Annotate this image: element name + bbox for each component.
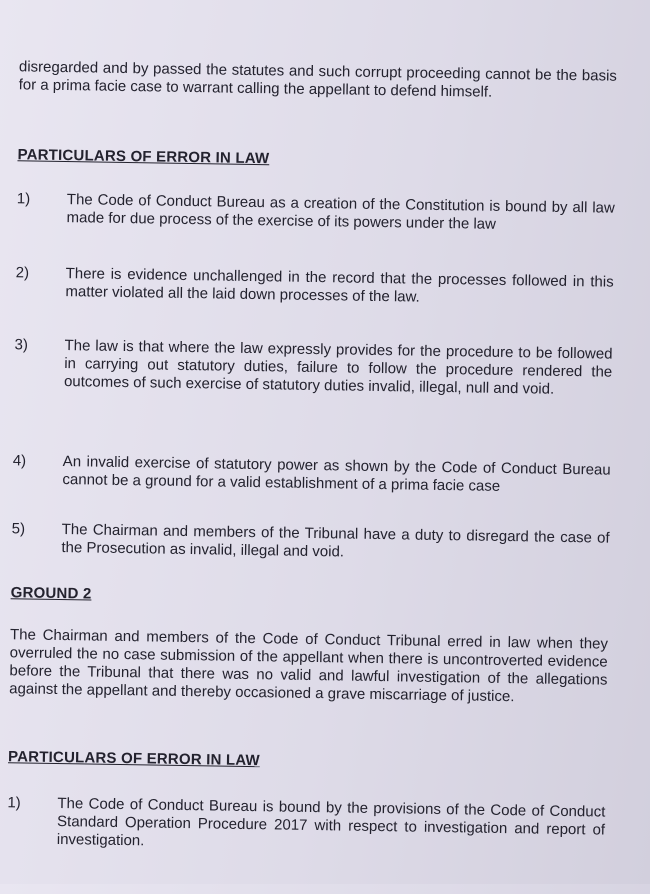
section-heading-particulars-2: PARTICULARS OF ERROR IN LAW bbox=[7, 748, 260, 770]
list-item-text: The Chairman and members of the Tribunal have a duty to disregard the case of the Prosecution as invalid, illegal and void. bbox=[61, 521, 610, 561]
list-item-number: 2) bbox=[15, 264, 30, 282]
section-heading-ground-2: GROUND 2 bbox=[10, 584, 92, 603]
section-heading-particulars-1: PARTICULARS OF ERROR IN LAW bbox=[17, 146, 270, 168]
list-item-text: An invalid exercise of statutory power as shown by the Code of Conduct Bureau cannot be a ground for a valid establishment of a prima facie case bbox=[62, 453, 611, 495]
list-item-number: 5) bbox=[11, 520, 26, 538]
list-item bbox=[11, 520, 609, 565]
list-item-number: 4) bbox=[12, 452, 27, 470]
list-item-number: 1) bbox=[16, 190, 31, 208]
list-item bbox=[16, 190, 614, 235]
list-item-text: The law is that where the law expressly provides for the procedure to be followed in carrying out statutory duties, failure to follow the procedure rendered the outcomes of such exercise of statutory duties invalid, illegal, null and void. bbox=[63, 337, 613, 398]
list-item-text: There is evidence unchallenged in the record that the processes followed in this matter violated all the laid down processes of the law. bbox=[65, 265, 614, 306]
list-item bbox=[15, 264, 613, 309]
ground-2-paragraph: The Chairman and members of the Code of Conduct Tribunal erred in law when they overruled the no case submission of the appellant when there is uncontroverted evidence before the Tribunal that there was no valid and lawful investigation of the allegations against the appellant and thereby occasioned a grave miscarriage of justice. bbox=[9, 626, 609, 706]
list-item-number: 3) bbox=[14, 336, 29, 354]
intro-paragraph: disregarded and by passed the statutes and such corrupt proceeding cannot be the basis for a prima facie case to warrant calling the appellant to defend himself. bbox=[18, 58, 618, 101]
list-item-number: 1) bbox=[7, 794, 21, 812]
list-item-text: The Code of Conduct Bureau as a creation of the Constitution is bound by all law made for due process of the exercise of its powers under the law bbox=[66, 191, 615, 233]
list-item bbox=[7, 794, 606, 857]
list-item bbox=[12, 452, 610, 497]
list-item bbox=[14, 336, 613, 399]
list-item-text: The Code of Conduct Bureau is bound by the provisions of the Code of Conduct Standard Operation Procedure 2017 with respect to investigation and report of investigation. bbox=[56, 795, 606, 850]
